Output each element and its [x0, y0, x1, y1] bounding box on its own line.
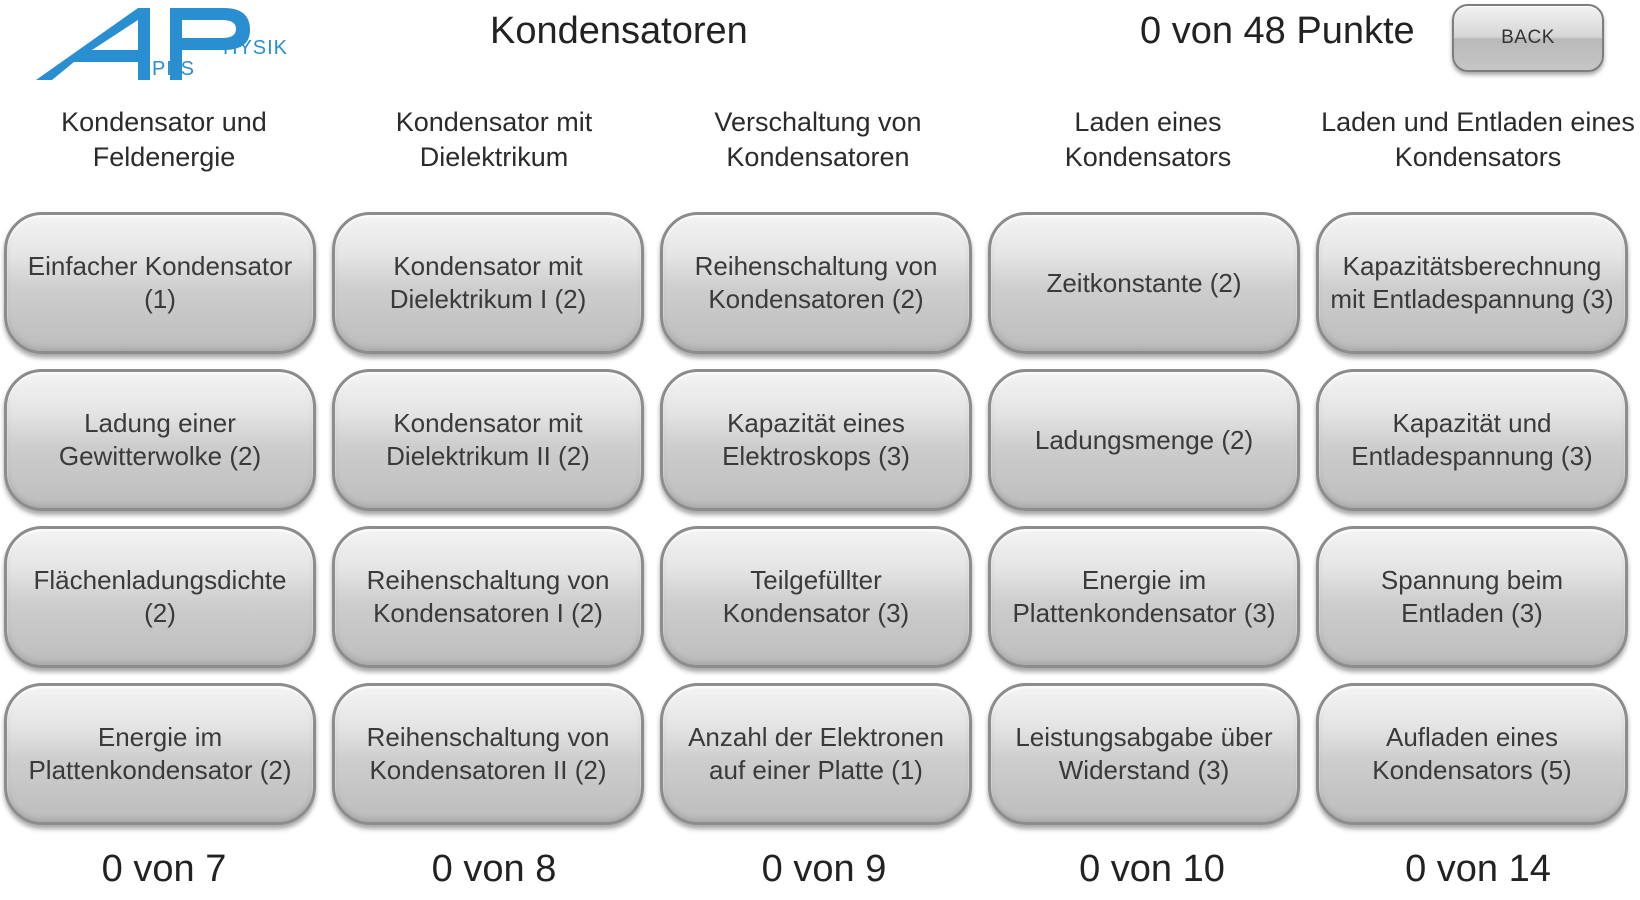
column-progress-2: 0 von 8: [431, 848, 557, 890]
exercise-tile-label: Spannung beim Entladen (3): [1380, 565, 1564, 628]
logo-text-pps: PPS: [152, 58, 196, 80]
column-progress-3: 0 von 9: [761, 848, 887, 890]
exercise-tile[interactable]: [1316, 526, 1628, 668]
column-heading-2: Kondensator mit Dielektrikum: [395, 107, 593, 172]
exercise-tile[interactable]: [660, 683, 972, 825]
exercise-tile[interactable]: [660, 526, 972, 668]
logo-text-hysik: HYSIK: [223, 37, 289, 59]
exercise-tile[interactable]: [4, 369, 316, 511]
column-heading-1: Kondensator und Feldenergie: [61, 107, 267, 172]
exercise-tile-label: Kondensator mit Dielektrikum I (2): [389, 251, 587, 314]
column-heading-3: Verschaltung von Kondensatoren: [714, 107, 922, 172]
column-progress-1: 0 von 7: [101, 848, 227, 890]
exercise-tile-label: Ladungsmenge (2): [1034, 424, 1254, 455]
exercise-tile-label: Einfacher Kondensator (1): [27, 251, 293, 314]
exercise-tile[interactable]: [1316, 683, 1628, 825]
exercise-tile[interactable]: [988, 369, 1300, 511]
exercise-tile-label: Reihenschaltung von Kondensatoren (2): [694, 251, 938, 314]
exercise-tile-label: Kapazität und Entladespannung (3): [1351, 408, 1593, 471]
exercise-tile[interactable]: [332, 683, 644, 825]
exercise-tile[interactable]: [988, 526, 1300, 668]
exercise-tile-label: Leistungsabgabe über Widerstand (3): [1015, 722, 1273, 785]
exercise-tile-label: Teilgefüllter Kondensator (3): [722, 565, 910, 628]
exercise-tile[interactable]: [332, 212, 644, 354]
exercise-tile-label: Energie im Plattenkondensator (2): [28, 722, 292, 785]
column-heading-5: Laden und Entladen eines Kondensators: [1321, 107, 1635, 172]
exercise-tile[interactable]: [660, 212, 972, 354]
exercise-tile[interactable]: [988, 683, 1300, 825]
exercise-tile-label: Kondensator mit Dielektrikum II (2): [386, 408, 590, 471]
exercise-tile[interactable]: [4, 212, 316, 354]
page-title: Kondensatoren: [490, 10, 748, 52]
exercise-tile[interactable]: [1316, 212, 1628, 354]
exercise-tile[interactable]: [332, 526, 644, 668]
exercise-tile[interactable]: [4, 683, 316, 825]
exercise-tile-label: Aufladen eines Kondensators (5): [1372, 722, 1572, 785]
exercise-tile[interactable]: [332, 369, 644, 511]
exercise-tile-label: Ladung einer Gewitterwolke (2): [58, 408, 262, 471]
total-score: 0 von 48 Punkte: [1140, 10, 1415, 52]
exercise-tile-label: Reihenschaltung von Kondensatoren I (2): [366, 565, 610, 628]
exercise-tile-label: Anzahl der Elektronen auf einer Platte (1): [688, 722, 944, 785]
column-progress-4: 0 von 10: [1079, 848, 1225, 890]
back-button[interactable]: BACK: [1452, 4, 1604, 72]
exercise-tile[interactable]: [988, 212, 1300, 354]
exercise-tile-label: Kapazitätsberechnung mit Entladespannung (3): [1330, 251, 1614, 314]
exercise-tile-label: Zeitkonstante (2): [1046, 267, 1242, 298]
exercise-tile[interactable]: [4, 526, 316, 668]
column-heading-4: Laden eines Kondensators: [1064, 107, 1232, 172]
exercise-tile-label: Flächenladungsdichte (2): [33, 565, 287, 628]
app-logo: [34, 2, 289, 92]
exercise-tile-label: Reihenschaltung von Kondensatoren II (2): [366, 722, 610, 785]
exercise-tile[interactable]: [660, 369, 972, 511]
exercise-tile[interactable]: [1316, 369, 1628, 511]
column-progress-5: 0 von 14: [1405, 848, 1551, 890]
exercise-tile-label: Energie im Plattenkondensator (3): [1012, 565, 1276, 628]
exercise-tile-label: Kapazität eines Elektroskops (3): [722, 408, 910, 471]
